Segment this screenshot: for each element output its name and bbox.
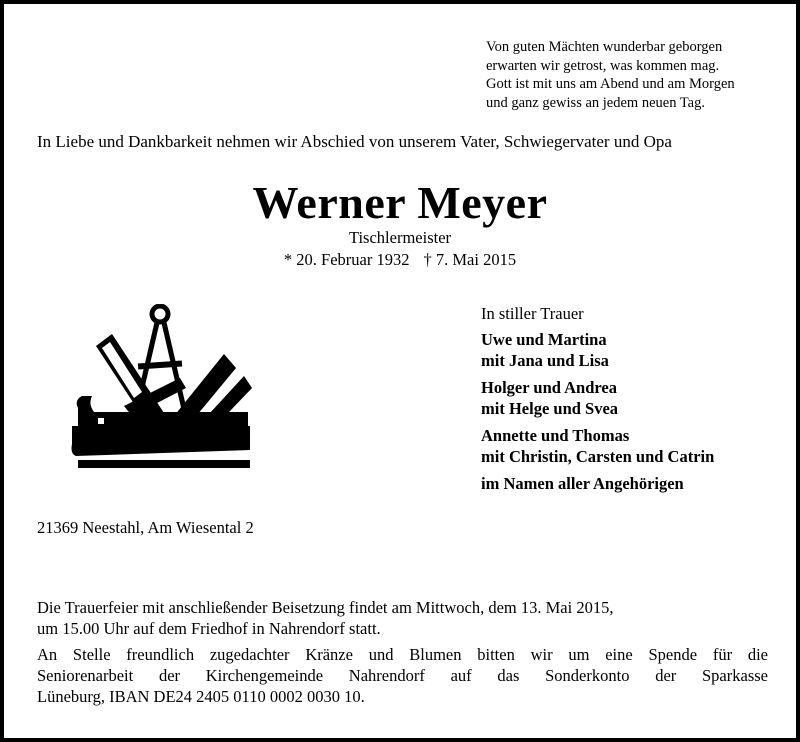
funeral-line: Die Trauerfeier mit anschließender Beisetzung findet am Mittwoch, dem 13. Mai 2015, bbox=[37, 598, 614, 617]
mourner-line: mit Helge und Svea bbox=[481, 398, 619, 418]
mourners-list bbox=[481, 304, 714, 494]
mourner-line: mit Christin, Carsten und Catrin bbox=[481, 446, 715, 466]
mourner-line: Annette und Thomas bbox=[481, 426, 630, 445]
mourners-lead: In stiller Trauer bbox=[481, 304, 584, 323]
mourner-line: Uwe und Martina bbox=[481, 330, 607, 349]
birth-date: * 20. Februar 1932 bbox=[283, 250, 410, 269]
poem-line: Von guten Mächten wunderbar geborgen bbox=[486, 39, 723, 55]
donation-line: Seniorenarbeit der Kirchengemeinde Nahrendorf auf das Sonderkonto der Sparkasse bbox=[37, 666, 768, 685]
mourner-line: Holger und Andrea bbox=[481, 378, 618, 397]
address: 21369 Neestahl, Am Wiesental 2 bbox=[37, 518, 254, 537]
mourner-group bbox=[481, 378, 714, 419]
all-relatives: im Namen aller Angehörigen bbox=[481, 474, 684, 493]
donation-line: Lüneburg, IBAN DE24 2405 0110 0002 0030 10. bbox=[37, 687, 365, 706]
mourner-group bbox=[481, 330, 714, 371]
death-date: † 7. Mai 2015 bbox=[423, 250, 517, 269]
donation-info bbox=[37, 644, 768, 707]
deceased-name: Werner Meyer bbox=[252, 177, 548, 228]
carpenter-tools-icon bbox=[68, 304, 253, 476]
funeral-line: um 15.00 Uhr auf dem Friedhof in Nahrendorf statt. bbox=[37, 619, 381, 638]
mourner-group bbox=[481, 426, 714, 467]
donation-line: An Stelle freundlich zugedachter Kränze und Blumen bitten wir um eine Spende für die bbox=[37, 645, 768, 664]
intro-text: In Liebe und Dankbarkeit nehmen wir Abschied von unserem Vater, Schwiegervater und Opa bbox=[37, 132, 672, 151]
poem bbox=[486, 38, 735, 112]
mourner-line: mit Jana und Lisa bbox=[481, 350, 609, 370]
deceased-profession: Tischlermeister bbox=[348, 228, 452, 247]
poem-line: und ganz gewiss an jedem neuen Tag. bbox=[486, 94, 705, 111]
poem-line: Gott ist mit uns am Abend und am Morgen bbox=[486, 76, 735, 92]
life-dates bbox=[4, 250, 796, 270]
funeral-info bbox=[37, 597, 613, 639]
poem-line: erwarten wir getrost, was kommen mag. bbox=[486, 57, 720, 74]
